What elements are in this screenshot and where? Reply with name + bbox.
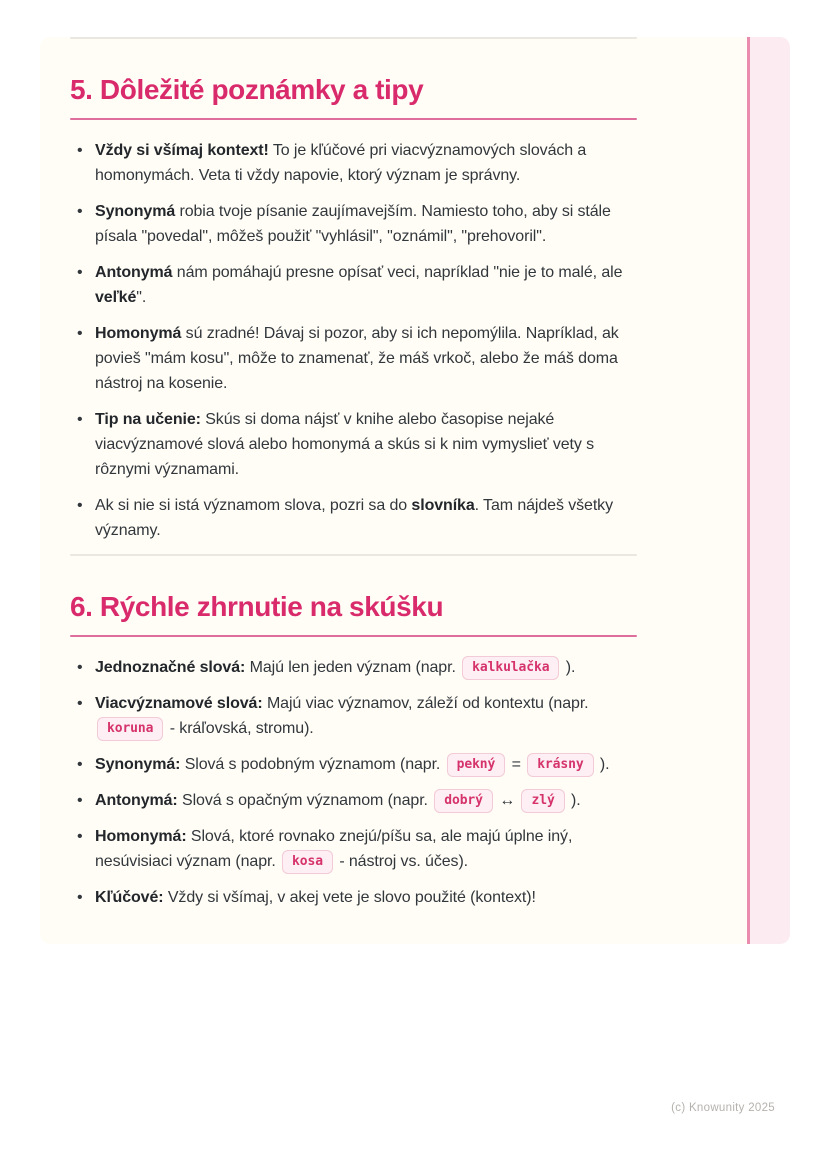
copyright-notice: (c) Knowunity 2025 [671, 1102, 775, 1114]
body-text: Majú viac významov, záleží od kontextu (napr. [262, 695, 589, 712]
body-text: Slová s opačným významom (napr. [177, 792, 433, 809]
page-content [70, 37, 637, 921]
body-text: ). [566, 792, 581, 809]
body-text: Vždy si všímaj, v akej vete je slovo použité (kontext)! [163, 889, 536, 906]
list-item [70, 752, 637, 777]
body-text: . Tam nájdeš všetky významy. [95, 497, 613, 539]
code-chip: zlý [521, 789, 564, 813]
section-divider [70, 554, 637, 556]
bold-text: slovníka [411, 497, 475, 514]
heading-underline [70, 118, 637, 120]
bold-text: Vždy si všímaj kontext! [95, 142, 269, 159]
section-divider [70, 37, 637, 39]
body-text: Slová, ktoré rovnako znejú/píšu sa, ale majú úplne iný, nesúvisiaci význam (napr. [95, 828, 573, 870]
body-text: ↔ [494, 792, 520, 809]
bold-text: Antonymá [95, 264, 173, 281]
list-item [70, 199, 637, 249]
body-text: - kráľovská, stromu). [165, 720, 314, 737]
code-chip: pekný [447, 753, 506, 777]
code-chip: kalkulačka [462, 656, 559, 680]
body-text: Slová s podobným významom (napr. [180, 756, 445, 773]
bold-text: Kľúčové: [95, 889, 164, 906]
page-edge-accent-strip [747, 37, 790, 944]
bold-text: Synonymá: [95, 756, 181, 773]
section-notes-and-tips [70, 75, 637, 543]
bold-text: Homonymá [95, 325, 182, 342]
bold-text: Tip na učenie: [95, 411, 201, 428]
document-page [40, 37, 790, 944]
list-item [70, 493, 637, 543]
code-chip: koruna [97, 717, 163, 741]
body-text: sú zradné! Dávaj si pozor, aby si ich nepomýlila. Napríklad, ak povieš "mám kosu", môže to znamenať, že máš vrkoč, alebo že máš doma nástroj na kosenie. [95, 325, 619, 392]
code-chip: kosa [282, 850, 333, 874]
body-text: Skús si doma nájsť v knihe alebo časopise nejaké viacvýznamové slová alebo homonymá a skús si k nim vymyslieť vety s rôznymi významami. [95, 411, 595, 478]
list-item [70, 321, 637, 396]
section-exam-summary [70, 592, 637, 910]
bold-text: Antonymá: [95, 792, 178, 809]
section-title: 5. Dôležité poznámky a tipy [70, 74, 424, 105]
notes-list [70, 138, 637, 543]
list-item [70, 138, 637, 188]
list-item [70, 407, 637, 482]
bold-text: veľké [95, 289, 137, 306]
bold-text: Jednoznačné slová: [95, 659, 246, 676]
body-text: ". [136, 289, 147, 306]
bold-text: Homonymá: [95, 828, 187, 845]
list-item [70, 788, 637, 813]
list-item [70, 260, 637, 310]
bold-text: Synonymá [95, 203, 176, 220]
section-title: 6. Rýchle zhrnutie na skúšku [70, 591, 444, 622]
list-item [70, 691, 637, 741]
body-text: - nástroj vs. účes). [334, 853, 469, 870]
body-text: ). [595, 756, 610, 773]
body-text: = [507, 756, 526, 773]
body-text: Majú len jeden význam (napr. [245, 659, 461, 676]
body-text: ). [561, 659, 576, 676]
body-text: Ak si nie si istá významom slova, pozri sa do [95, 497, 412, 514]
code-chip: krásny [527, 753, 593, 777]
list-item [70, 885, 637, 910]
summary-list [70, 655, 637, 910]
list-item [70, 824, 637, 874]
body-text: robia tvoje písanie zaujímavejším. Namiesto toho, aby si stále písala "povedal", môžeš použiť "vyhlásil", "oznámil", "prehovoril". [95, 203, 611, 245]
body-text: nám pomáhajú presne opísať veci, napríklad "nie je to malé, ale [172, 264, 623, 281]
bold-text: Viacvýznamové slová: [95, 695, 263, 712]
heading-underline [70, 635, 637, 637]
list-item [70, 655, 637, 680]
code-chip: dobrý [434, 789, 493, 813]
body-text: To je kľúčové pri viacvýznamových slovách a homonymách. Veta ti vždy napovie, ktorý význam je správny. [95, 142, 587, 184]
